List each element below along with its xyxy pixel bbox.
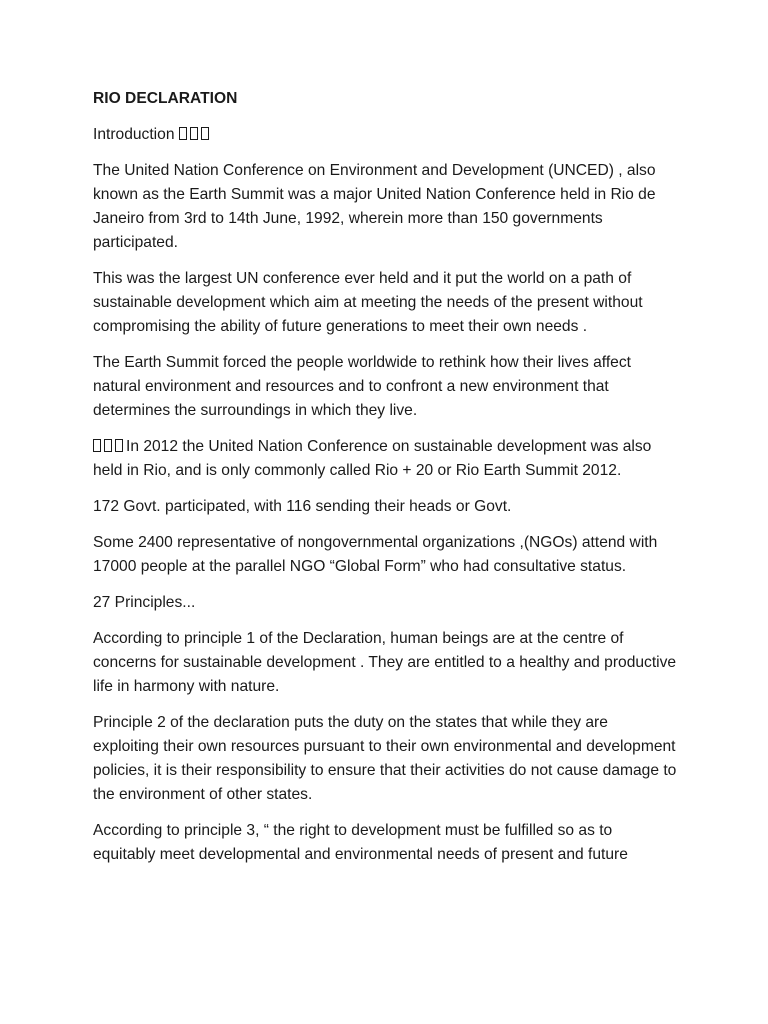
paragraph-rio-20-text: In 2012 the United Nation Conference on sustainable development was also held in Rio, and is only commonly called Rio + 20 or Rio Earth Summit 2012. — [93, 438, 652, 479]
missing-glyph-icon — [201, 127, 209, 140]
paragraph-ngos: Some 2400 representative of nongovernmental organizations ,(NGOs) attend with 17000 people at the parallel NGO “Global Form” who had consultative status. — [93, 534, 658, 575]
missing-glyph-icons — [179, 126, 212, 143]
paragraph-unced: The United Nation Conference on Environment and Development (UNCED) , also known as the Earth Summit was a major United Nation Conference held in Rio de Janeiro from 3rd to 14th June, 1992, wherein more than 150 governments participated. — [93, 162, 656, 251]
document-body — [93, 87, 678, 879]
paragraph-principle-2: Principle 2 of the declaration puts the duty on the states that while they are exploiting their own resources pursuant to their own environmental and development policies, it is their responsibility to ensure that their activities do not cause damage to the environment of other states. — [93, 714, 677, 803]
paragraph-rio-20 — [93, 435, 678, 483]
paragraph-govt-participation: 172 Govt. participated, with 116 sending their heads or Govt. — [93, 498, 512, 515]
missing-glyph-icons — [93, 438, 126, 455]
paragraph-principle-1: According to principle 1 of the Declaration, human beings are at the centre of concerns for sustainable development . They are entitled to a healthy and productive life in harmony with nature. — [93, 630, 677, 695]
intro-heading — [93, 123, 678, 147]
paragraph-largest-conference: This was the largest UN conference ever held and it put the world on a path of sustainable development which aim at meeting the needs of the present without compromising the ability of future generations to meet their own needs . — [93, 270, 643, 335]
paragraph-27-principles: 27 Principles... — [93, 594, 196, 611]
missing-glyph-icon — [190, 127, 198, 140]
missing-glyph-icon — [93, 439, 101, 452]
missing-glyph-icon — [179, 127, 187, 140]
missing-glyph-icon — [104, 439, 112, 452]
paragraph-principle-3: According to principle 3, “ the right to development must be fulfilled so as to equitably meet developmental and environmental needs of present and future — [93, 822, 628, 863]
paragraph-earth-summit-impact: The Earth Summit forced the people worldwide to rethink how their lives affect natural environment and resources and to confront a new environment that determines the surroundings in which they live. — [93, 354, 631, 419]
document-title: RIO DECLARATION — [93, 90, 238, 107]
missing-glyph-icon — [115, 439, 123, 452]
intro-heading-text: Introduction — [93, 126, 175, 143]
